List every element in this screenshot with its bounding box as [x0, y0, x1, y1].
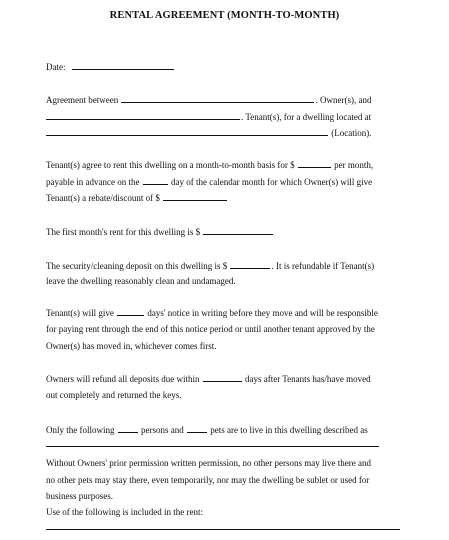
rebate-text: Tenant(s) a rebate/discount of $ [46, 193, 160, 203]
tenants-line [46, 111, 371, 123]
tenant-name-blank[interactable] [46, 111, 240, 120]
persons-text: persons and [141, 425, 184, 435]
date-label: Date: [46, 62, 66, 72]
first-month-text: The first month's rent for this dwelling is $ [46, 227, 201, 237]
agreement-between-label: Agreement between [46, 95, 119, 105]
rent-amount-text: Tenant(s) agree to rent this dwelling on a month-to-month basis for $ [46, 160, 295, 170]
notice-days-text: days' notice in writing before they move and will be responsible [147, 308, 378, 318]
notice-text: Tenant(s) will give [46, 308, 114, 318]
refund-text: Owners will refund all deposits due within [46, 374, 200, 384]
date-blank[interactable] [72, 61, 174, 70]
document-title: RENTAL AGREEMENT (MONTH-TO-MONTH) [109, 10, 340, 21]
owners-label: . Owner(s), and [315, 95, 372, 105]
pets-text: pets are to live in this dwelling described as [210, 425, 368, 435]
refund-days-blank[interactable] [203, 373, 242, 382]
agreement-between-line [46, 94, 371, 106]
notice-days-blank[interactable] [117, 307, 144, 316]
first-month-line [46, 226, 274, 238]
deposit-amount-blank[interactable] [230, 260, 270, 269]
refundable-text: . It is refundable if Tenant(s) [271, 261, 375, 271]
location-label: (Location). [331, 128, 372, 138]
rebate-line [46, 192, 228, 204]
payment-day-line [46, 176, 372, 188]
payment-day-blank[interactable] [143, 176, 168, 185]
notice-period-line: for paying rent through the end of this notice period or until another tenant approved by the [46, 324, 375, 334]
deposit-line [46, 260, 374, 272]
permission-line-3: business purposes. [46, 491, 113, 501]
occupants-line [46, 424, 368, 436]
occupants-text: Only the following [46, 425, 115, 435]
refund-days-text: days after Tenants has/have moved [244, 374, 371, 384]
refund-line [46, 373, 371, 385]
refund-keys-line: out completely and returned the keys. [46, 390, 182, 400]
notice-owner-line: Owner(s) has moved in, whichever comes first. [46, 341, 217, 351]
rebate-blank[interactable] [163, 192, 227, 201]
first-month-rent-blank[interactable] [203, 226, 273, 235]
tenants-label: . Tenant(s), for a dwelling located at [241, 112, 372, 122]
dwelling-description-blank[interactable] [46, 446, 379, 447]
included-in-rent-blank[interactable] [46, 529, 400, 530]
monthly-rent-blank[interactable] [298, 159, 331, 168]
deposit-condition-line: leave the dwelling reasonably clean and undamaged. [46, 276, 236, 286]
deposit-text: The security/cleaning deposit on this dwelling is $ [46, 261, 228, 271]
calendar-day-text: day of the calendar month for which Owner(s) will give [170, 177, 373, 187]
notice-line [46, 307, 378, 319]
permission-line-1: Without Owners' prior permission written permission, no other persons may live there and [46, 458, 371, 468]
pets-count-blank[interactable] [187, 424, 207, 433]
included-in-rent-label: Use of the following is included in the rent: [46, 507, 203, 517]
location-blank[interactable] [46, 127, 328, 136]
owner-name-blank[interactable] [121, 94, 314, 103]
permission-line-2: no other pets may stay there, even temporarily, nor may the dwelling be sublet or used for [46, 475, 370, 485]
rent-amount-line [46, 159, 373, 171]
per-month-text: per month, [334, 160, 374, 170]
payable-text: payable in advance on the [46, 177, 140, 187]
date-line [46, 61, 175, 73]
location-line [46, 127, 371, 139]
persons-count-blank[interactable] [118, 424, 138, 433]
